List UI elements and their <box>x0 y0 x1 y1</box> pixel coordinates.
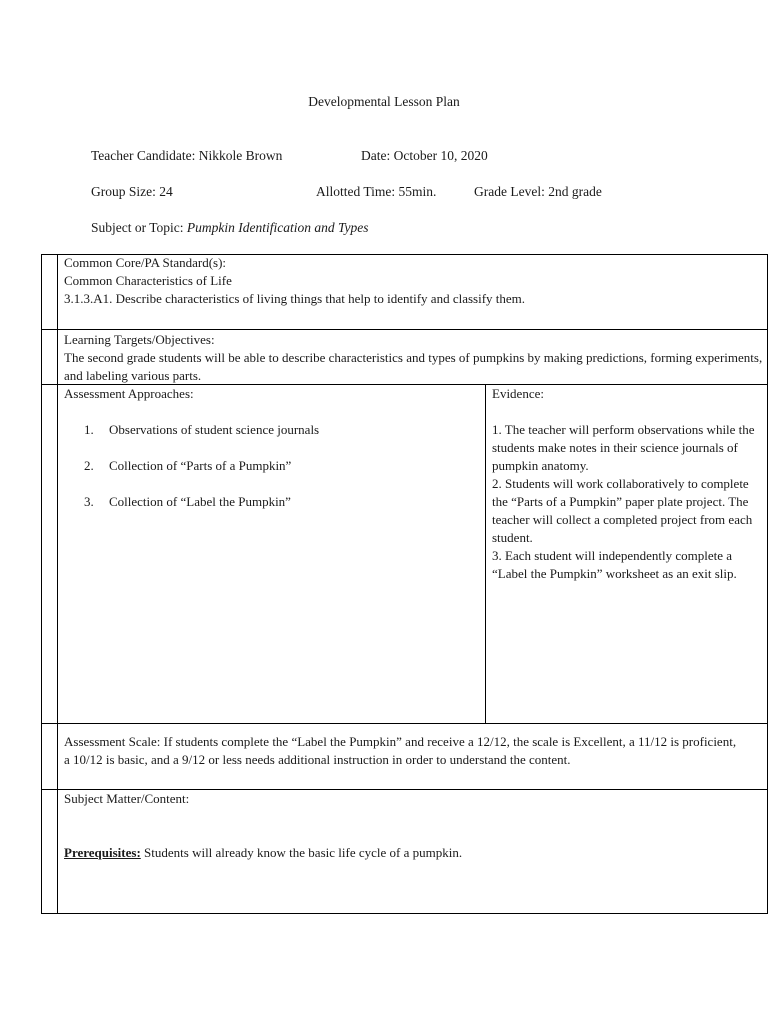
evidence-item: 1. The teacher will perform observations while the students make notes in their science journals of pumpkin anatomy. <box>492 422 755 473</box>
lesson-plan-table <box>41 254 768 914</box>
row-divider <box>41 329 768 330</box>
assessment-list <box>64 421 479 511</box>
standards-heading: Common Core/PA Standard(s): <box>64 255 227 270</box>
evidence-item: 3. Each student will independently complete a “Label the Pumpkin” worksheet as an exit slip. <box>492 548 737 581</box>
table-margin-column-line <box>57 254 58 914</box>
list-item <box>64 493 479 511</box>
assessment-scale-cell <box>64 733 744 769</box>
assessment-scale-text: Assessment Scale: If students complete the “Label the Pumpkin” and receive a 12/12, the scale is Excellent, a 11/12 is proficient, a 10/12 is basic, and a 9/12 or less needs additional instruction in order to understand the content. <box>64 734 737 767</box>
evidence-item: 2. Students will work collaboratively to complete the “Parts of a Pumpkin” paper plate project. The teacher will collect a completed project from each student. <box>492 476 753 545</box>
prerequisites-line <box>64 844 764 862</box>
evidence-cell <box>492 385 764 583</box>
list-item <box>64 457 479 475</box>
list-text: Observations of student science journals <box>109 422 320 437</box>
subject-prefix: Subject or Topic: <box>91 220 187 235</box>
assessment-evidence-divider <box>485 384 486 724</box>
standards-line: 3.1.3.A1. Describe characteristics of living things that help to identify and classify them. <box>64 291 526 306</box>
table-border-bottom <box>41 913 768 914</box>
list-number: 2. <box>84 458 94 473</box>
subject-matter-cell <box>64 790 764 862</box>
group-size: Group Size: 24 <box>91 184 173 199</box>
lesson-date: Date: October 10, 2020 <box>361 148 488 163</box>
document-title: Developmental Lesson Plan <box>308 94 460 109</box>
assessment-heading: Assessment Approaches: <box>64 386 194 401</box>
objectives-cell <box>64 331 766 385</box>
list-number: 3. <box>84 494 94 509</box>
grade-level: Grade Level: 2nd grade <box>474 184 602 199</box>
subject-matter-heading: Subject Matter/Content: <box>64 791 190 806</box>
subject-value: Pumpkin Identification and Types <box>186 220 369 235</box>
list-number: 1. <box>84 422 94 437</box>
table-border-left <box>41 254 42 914</box>
subject-line <box>91 219 369 237</box>
prerequisites-text: Students will already know the basic life cycle of a pumpkin. <box>140 845 463 860</box>
list-text: Collection of “Label the Pumpkin” <box>109 494 291 509</box>
list-item <box>64 421 479 439</box>
objectives-text: The second grade students will be able to describe characteristics and types of pumpkins by making predictions, forming experiments, and labeling various parts. <box>64 350 763 383</box>
row-divider <box>41 723 768 724</box>
standards-cell <box>64 254 764 308</box>
teacher-candidate: Teacher Candidate: Nikkole Brown <box>91 148 283 163</box>
evidence-heading: Evidence: <box>492 386 544 401</box>
standards-line: Common Characteristics of Life <box>64 273 232 288</box>
allotted-time: Allotted Time: 55min. <box>316 184 437 199</box>
list-text: Collection of “Parts of a Pumpkin” <box>109 458 292 473</box>
prerequisites-label: Prerequisites: <box>64 845 141 860</box>
objectives-heading: Learning Targets/Objectives: <box>64 332 215 347</box>
assessment-cell <box>64 385 479 529</box>
